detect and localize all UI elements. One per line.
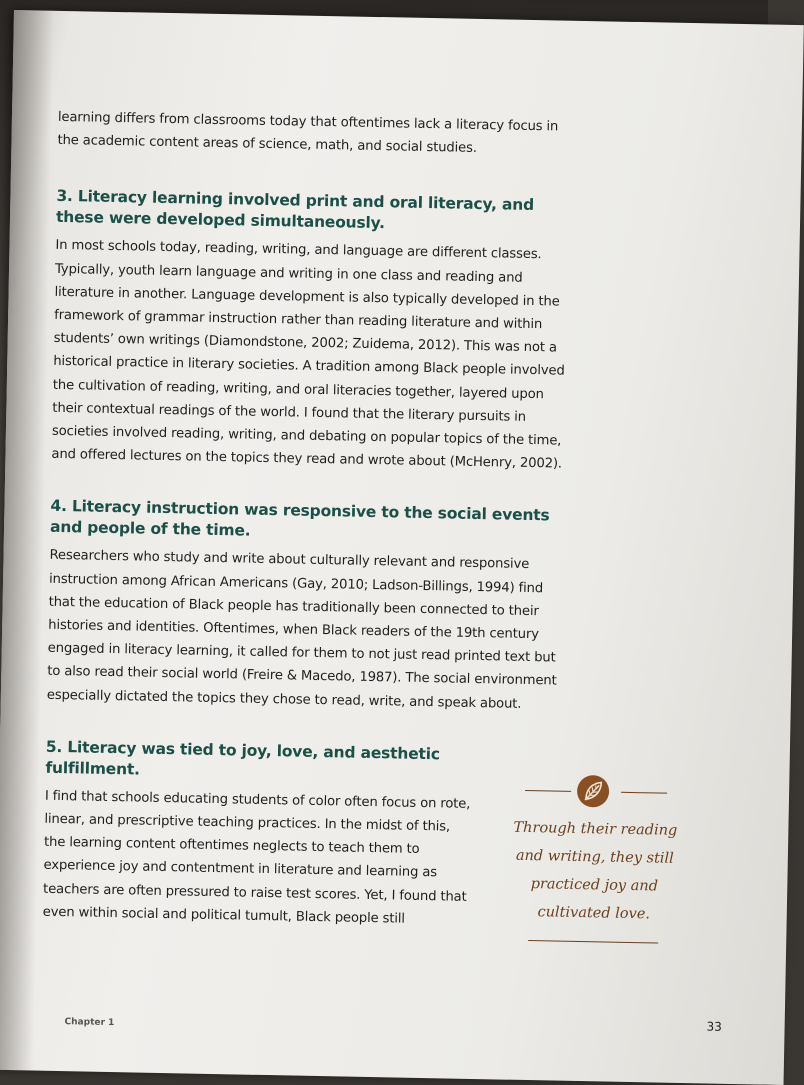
main-text-column xyxy=(42,106,578,934)
section-3-heading: 3. Literacy learning involved print and oral literacy, and these were developed simultaneously. xyxy=(55,187,535,233)
ornament-rule-right xyxy=(621,792,667,794)
section-5-body: I find that schools educating students of color often focus on rote, linear, and prescriptive teaching practices. In the midst of this, the learning content oftentimes neglects to teach them to experience joy and contentment in literature and learning as teachers are often pressured to raise test scores. Yet, I found that even within social and political tumult, Black people still xyxy=(42,788,471,927)
intro-paragraph: learning differs from classrooms today that oftentimes lack a literacy focus in the academic content areas of science, math, and social studies. xyxy=(57,109,559,157)
section-5 xyxy=(42,737,476,932)
pull-quote xyxy=(508,772,681,944)
page-number: 33 xyxy=(706,1019,723,1034)
section-5-heading: 5. Literacy was tied to joy, love, and aesthetic fulfillment. xyxy=(45,737,440,779)
section-4-body: Researchers who study and write about culturally relevant and responsive instruction among African Americans (Gay, 2010; Ladson-Billings, 1994) find that the education of Black people has traditionally been connected to their histories and identities. Oftentimes, when Black readers of the 19th century engaged in literacy learning, it called for them to not just read printed text but to also read their social world (Freire & Macedo, 1987). The social environment especially dictated the topics they chose to read, write, and speak about. xyxy=(46,548,557,712)
ornament-rule-left xyxy=(525,790,571,792)
footer-chapter-label: Chapter 1 xyxy=(64,1017,115,1029)
pull-quote-text: Through their reading and writing, they still practiced joy and cultivated love. xyxy=(513,819,678,923)
book-page xyxy=(0,10,804,1085)
pull-quote-rule xyxy=(528,940,658,943)
section-4-heading: 4. Literacy instruction was responsive to the social events and people of the time. xyxy=(49,497,550,541)
pull-quote-ornament xyxy=(511,772,682,811)
leaf-icon xyxy=(577,775,610,808)
section-3-body: In most schools today, reading, writing, and language are different classes. Typically, youth learn language and writing in one class and reading and literature in another. Language development is also typically developed in the framework of grammar instruction rather than reading literature and within students’ own writings (Diamondstone, 2002; Zuidema, 2012). This was not a historical practice in literary societies. A tradition among Black people involved the cultivation of reading, writing, and oral literacies together, layered upon their contextual readings of the world. I found that the literary pursuits in societies involved reading, writing, and debating on popular topics of the time, and offered lectures on the topics they read and wrote about (McHenry, 2002). xyxy=(51,238,565,472)
